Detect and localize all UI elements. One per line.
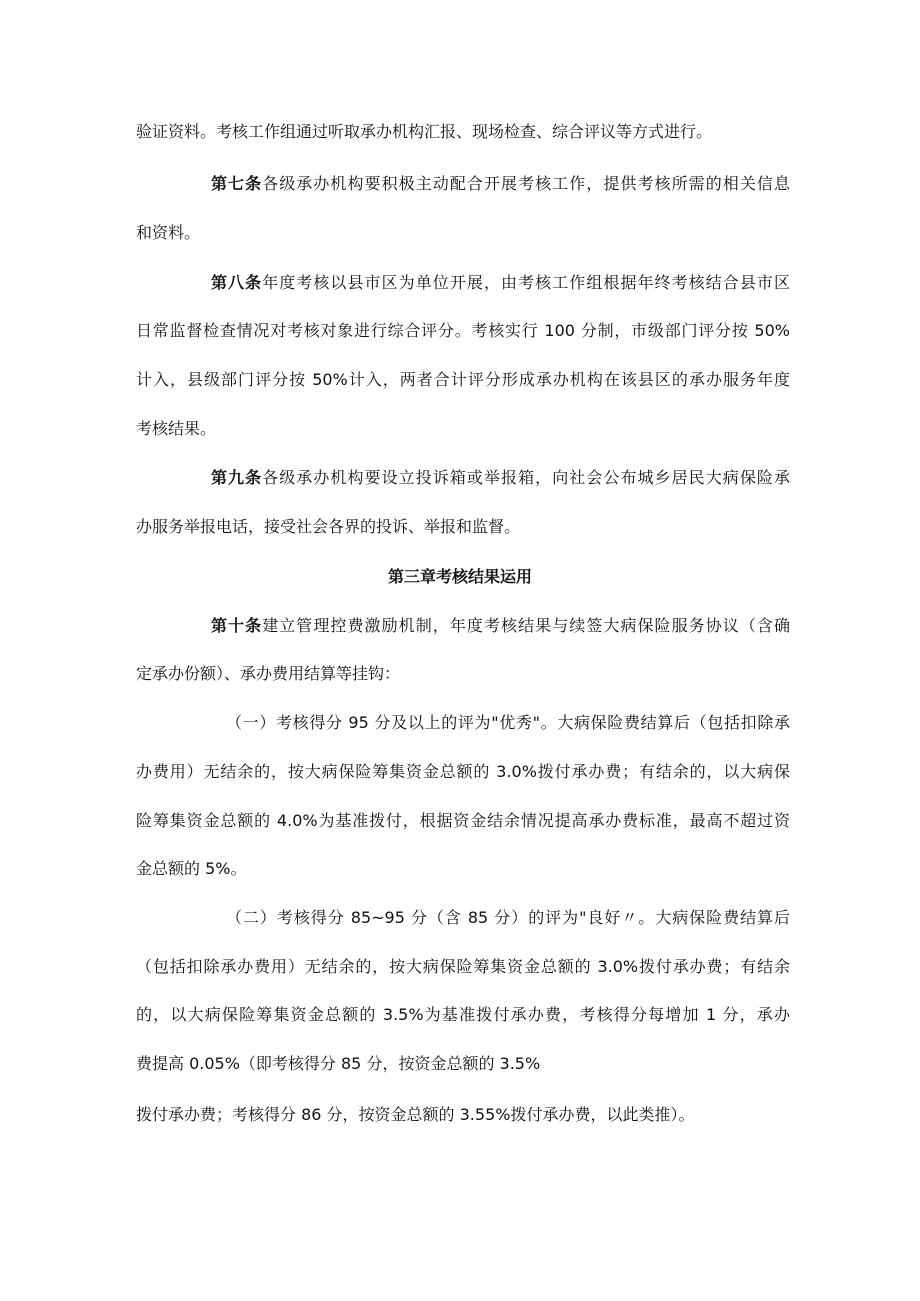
paragraph-line: （包括扣除承办费用）无结余的，按大病保险筹集资金总额的 3.0%拨付承办费；有结余: [136, 957, 790, 976]
paragraph-line: 办服务举报电话，接受社会各界的投诉、举报和监督。: [136, 517, 521, 536]
article-8-label: 第八条: [211, 273, 263, 292]
article-8-line: 第八条年度考核以县市区为单位开展，由考核工作组根据年终考核结合县市区: [211, 273, 790, 292]
paragraph-line: 考核结果。: [136, 419, 217, 438]
article-10-line: 第十条建立管理控费激励机制，年度考核结果与续签大病保险服务协议（含确: [211, 616, 790, 635]
item-2-line: （二）考核得分 85~95 分（含 85 分）的评为"良好〃。大病保险费结算后: [226, 908, 790, 927]
article-10-label: 第十条: [211, 616, 263, 635]
article-9-label: 第九条: [211, 468, 263, 487]
paragraph-line: 险筹集资金总额的 4.0%为基准拨付，根据资金结余情况提高承办费标准，最高不超过资: [136, 811, 790, 830]
paragraph-line: 办费用）无结余的，按大病保险筹集资金总额的 3.0%拨付承办费；有结余的，以大病保: [136, 762, 790, 781]
paragraph-line: 定承办份额）、承办费用结算等挂钩：: [136, 664, 401, 683]
paragraph-line: 和资料。: [136, 223, 201, 242]
paragraph-line: 的，以大病保险筹集资金总额的 3.5%为基准拨付承办费，考核得分每增加 1 分，承办: [136, 1005, 790, 1024]
article-7-label: 第七条: [211, 174, 263, 193]
article-9-line: 第九条各级承办机构要设立投诉箱或举报箱，向社会公布城乡居民大病保险承: [211, 468, 790, 487]
paragraph-line: 验证资料。考核工作组通过听取承办机构汇报、现场检查、综合评议等方式进行。: [136, 122, 713, 141]
paragraph-line: 日常监督检查情况对考核对象进行综合评分。考核实行 100 分制，市级部门评分按 50%: [136, 321, 790, 340]
paragraph-line: 计入，县级部门评分按 50%计入，两者合计评分形成承办机构在该县区的承办服务年度: [136, 370, 790, 389]
paragraph-line: 费提高 0.05%（即考核得分 85 分，按资金总额的 3.5%: [136, 1054, 541, 1073]
article-7-line: 第七条各级承办机构要积极主动配合开展考核工作，提供考核所需的相关信息: [211, 174, 790, 193]
paragraph-line: 拨付承办费；考核得分 86 分，按资金总额的 3.55%拨付承办费，以此类推）。: [136, 1105, 695, 1124]
paragraph-line: 金总额的 5%。: [136, 859, 247, 878]
item-1-line: （一）考核得分 95 分及以上的评为"优秀"。大病保险费结算后（包括扣除承: [226, 713, 790, 732]
chapter-heading: 第三章考核结果运用: [387, 567, 532, 586]
